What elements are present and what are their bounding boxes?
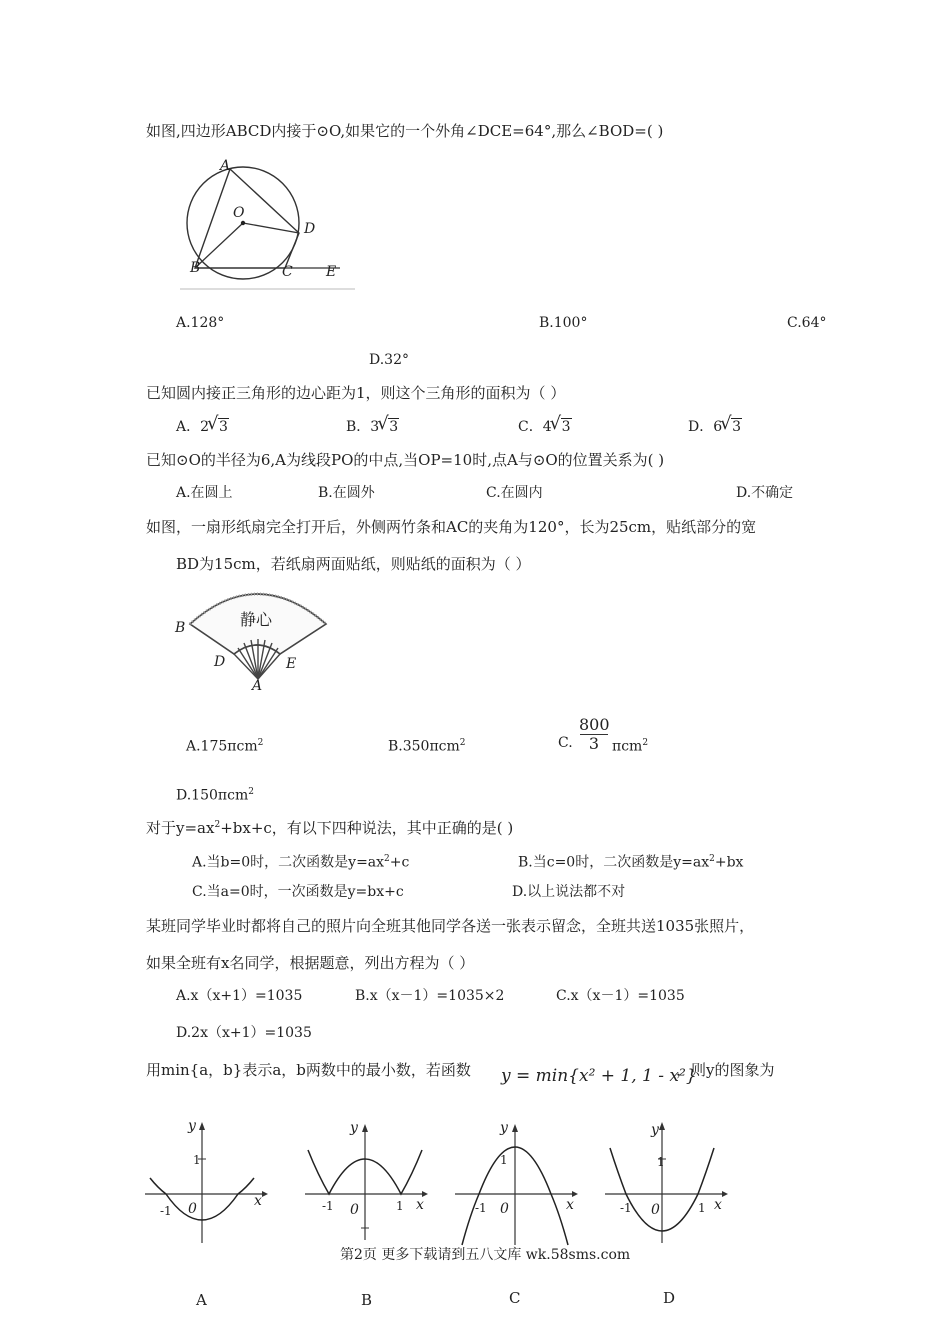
q7-graph-d (600, 1118, 740, 1248)
q1-option-d: D.32° (369, 352, 409, 368)
q5-option-d: D.以上说法都不对 (512, 884, 626, 900)
q1-label-e: E (326, 264, 337, 280)
q6-stem-line2: 如果全班有x名同学，根据题意，列出方程为（ ） (146, 954, 475, 972)
q3-stem: 已知⊙O的半径为6,A为线段PO的中点,当OP=10时,点A与⊙O的位置关系为( ) (146, 451, 665, 469)
q7d-one-x: 1 (698, 1201, 706, 1215)
q2-option-c: C．4√ 3 (518, 417, 572, 437)
q6-option-c: C.x（x－1）=1035 (556, 988, 685, 1004)
q1-label-c: C (282, 264, 293, 280)
q5-stem: 对于$y=ax^2+bx+c$，有以下四种说法，其中正确的是( ) (146, 819, 514, 837)
q7b-neg-one: -1 (322, 1199, 334, 1213)
q4-option-a: A.175πcm$^2$ (186, 738, 264, 755)
q4-stem-line1: 如图，一扇形纸扇完全打开后，外侧两竹条和AC的夹角为120°，长为25cm，贴纸部分的宽 (146, 518, 757, 536)
q1-option-a: A.128° (176, 315, 225, 331)
q1-stem: 如图,四边形ABCD内接于⊙O,如果它的一个外角∠DCE=64°,那么∠BOD=( ) (146, 122, 664, 140)
q4-option-c-fraction (579, 716, 609, 753)
q4-fraction-denominator: 3 (588, 734, 600, 753)
q7-graph-label-c: C (509, 1289, 521, 1307)
q7b-y-label: y (350, 1120, 358, 1136)
q1-label-b: B (190, 260, 201, 276)
q7b-x-label: x (416, 1197, 424, 1213)
q7d-neg-one: -1 (620, 1201, 632, 1215)
q2-option-a: A．2√ 3 (176, 417, 229, 437)
q7c-origin: 0 (500, 1201, 509, 1217)
q7c-neg-one: -1 (475, 1201, 487, 1215)
q7-graph-label-d: D (663, 1289, 676, 1307)
q7-graph-b (300, 1120, 440, 1250)
q1-label-o: O (233, 205, 245, 221)
q7d-one: 1 (657, 1155, 665, 1169)
q7c-x-label: x (566, 1197, 574, 1213)
q2-option-b: B．3√ 3 (346, 417, 399, 437)
q7-stem-post: ，则y的图象为 (676, 1061, 775, 1079)
q7d-y-label: y (651, 1122, 659, 1138)
q4-option-c-suffix: πcm$^2$ (612, 738, 649, 755)
q7d-origin: 0 (651, 1202, 660, 1218)
q7-graph-label-b: B (361, 1291, 373, 1309)
q7-stem-pre: 用min{a，b}表示a，b两数中的最小数，若函数 (146, 1061, 471, 1079)
q3-option-d: D.不确定 (736, 485, 794, 501)
q7c-one: 1 (500, 1153, 508, 1167)
q7-graph-label-a: A (196, 1291, 207, 1309)
q1-center-dot (241, 221, 245, 225)
q7b-origin: 0 (350, 1202, 359, 1218)
q7a-neg-one: -1 (160, 1204, 172, 1218)
q4-label-b: B (175, 620, 186, 636)
q6-option-d: D.2x（x+1）=1035 (176, 1025, 312, 1041)
q6-option-b: B.x（x－1）=1035×2 (355, 988, 505, 1004)
q7b-one: 1 (396, 1199, 404, 1213)
q5-option-c: C.当a=0时，一次函数是y=bx+c (192, 884, 404, 900)
q1-option-c: C.64° (787, 315, 827, 331)
q7-graph-a (140, 1118, 280, 1248)
q7c-y-label: y (500, 1120, 508, 1136)
q7-graph-c (450, 1120, 590, 1250)
q4-stem-line2: BD为15cm，若纸扇两面贴纸，则贴纸的面积为（ ） (176, 555, 531, 573)
q5-option-a: A.当b=0时，二次函数是$y=ax^2+c$ (192, 854, 410, 871)
q3-option-b: B.在圆外 (318, 485, 375, 501)
q1-option-b: B.100° (539, 315, 588, 331)
q1-label-a: A (220, 158, 231, 174)
q6-option-a: A.x（x+1）=1035 (176, 988, 303, 1004)
q4-fraction-numerator: 800 (579, 715, 610, 734)
q3-option-a: A.在圆上 (176, 485, 233, 501)
q4-label-d: D (214, 654, 226, 670)
q2-stem: 已知圆内接正三角形的边心距为1，则这个三角形的面积为（ ） (146, 384, 566, 402)
q7a-x-label: x (254, 1193, 262, 1209)
q4-fan-figure (172, 582, 337, 692)
page-footer: 第2页 更多下载请到五八文库 wk.58sms.com (340, 1247, 631, 1263)
q4-label-e: E (286, 656, 297, 672)
q4-option-b: B.350πcm$^2$ (388, 738, 466, 755)
q7a-one: 1 (193, 1153, 201, 1167)
q4-option-d: D.150πcm$^2$ (176, 787, 254, 804)
q7a-origin: 0 (188, 1201, 197, 1217)
q7a-y-label: y (188, 1118, 196, 1134)
q2-option-d: D．6√ 3 (688, 417, 742, 437)
q5-option-b: B.当c=0时，二次函数是$y=ax^2+bx$ (518, 854, 744, 871)
q3-option-c: C.在圆内 (486, 485, 543, 501)
q7d-x-label: x (714, 1197, 722, 1213)
q4-fan-text: 静心 (240, 610, 273, 629)
q7-formula: y = min{x² + 1, 1 - x²} (501, 1066, 697, 1086)
q1-ob (195, 223, 243, 268)
q4-option-c-prefix: C. (558, 735, 573, 751)
q6-stem-line1: 某班同学毕业时都将自己的照片向全班其他同学各送一张表示留念，全班共送1035张照片， (146, 917, 755, 935)
q4-label-a: A (252, 678, 263, 694)
q1-label-d: D (304, 221, 316, 237)
